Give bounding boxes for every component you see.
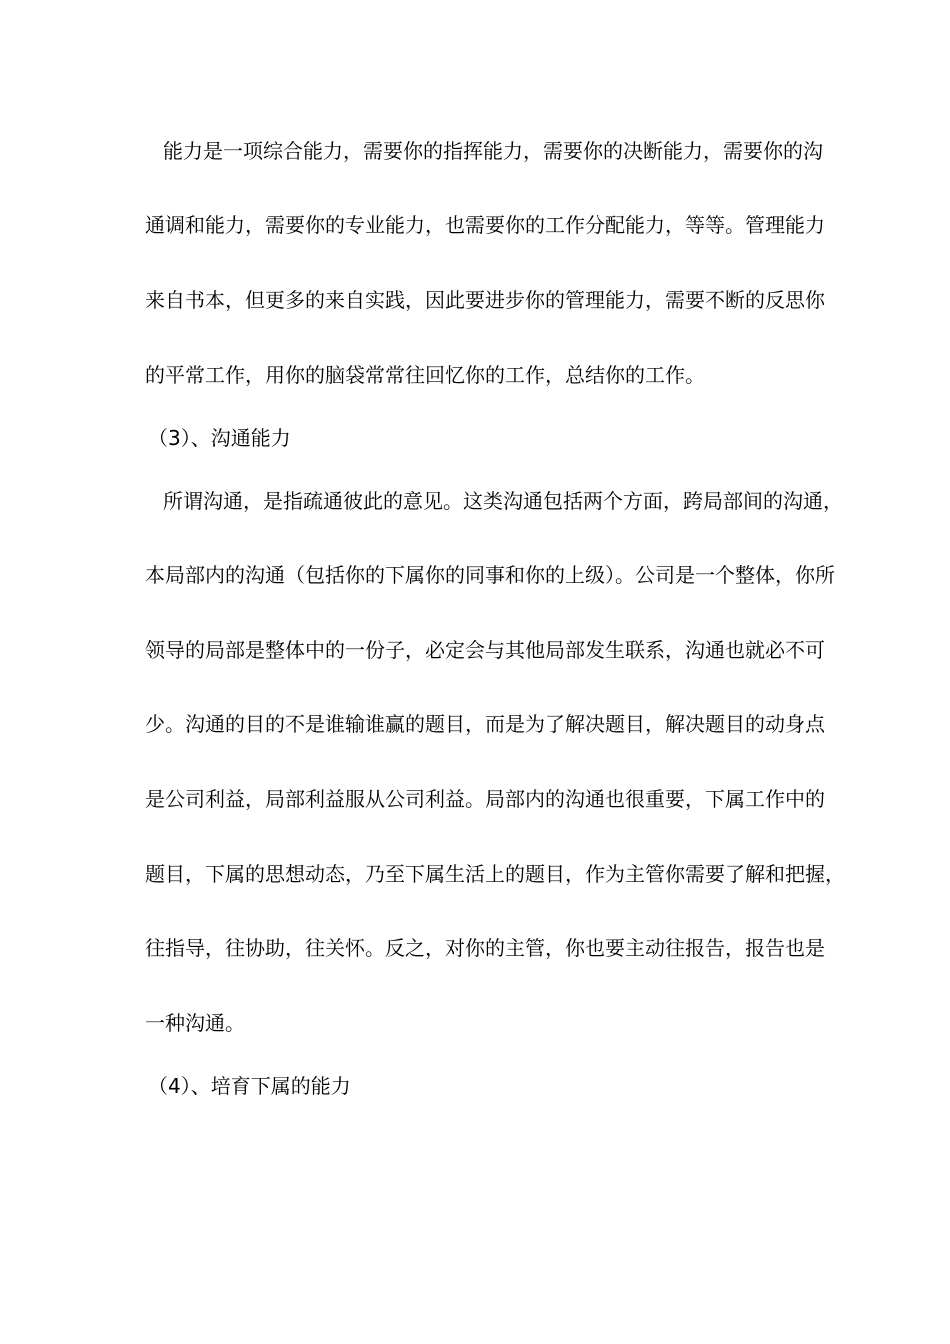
paragraph-2-line-4: 少。沟通的目的不是谁输谁赢的题目，而是为了解决题目，解决题目的动身点: [145, 712, 825, 736]
paragraph-2-line-7: 往指导，往协助，往关怀。反之，对你的主管，你也要主动往报告，报告也是: [145, 936, 825, 960]
paragraph-1-line-1: 能力是一项综合能力，需要你的指挥能力，需要你的决断能力，需要你的沟: [163, 139, 823, 163]
paragraph-2-line-2: 本局部内的沟通（包括你的下属你的同事和你的上级）。公司是一个整体，你所: [145, 563, 835, 587]
paragraph-1-line-3: 来自书本，但更多的来自实践，因此要进步你的管理能力，需要不断的反思你: [145, 288, 825, 312]
paragraph-2-line-3: 领导的局部是整体中的一份子，必定会与其他局部发生联系，沟通也就必不可: [145, 638, 825, 662]
paragraph-2-line-1: 所谓沟通，是指疏通彼此的意见。这类沟通包括两个方面，跨局部间的沟通，: [163, 489, 843, 513]
paragraph-2-line-8: 一种沟通。: [145, 1011, 245, 1035]
section-heading-communication: （3）、沟通能力: [148, 426, 291, 450]
paragraph-1-line-4: 的平常工作，用你的脑袋常常往回忆你的工作，总结你的工作。: [145, 363, 705, 387]
paragraph-2-line-6: 题目，下属的思想动态，乃至下属生活上的题目，作为主管你需要了解和把握，: [145, 862, 845, 886]
paragraph-2-line-5: 是公司利益，局部利益服从公司利益。局部内的沟通也很重要，下属工作中的: [145, 787, 825, 811]
paragraph-1-line-2: 通调和能力，需要你的专业能力，也需要你的工作分配能力，等等。管理能力: [145, 213, 825, 237]
section-heading-staff-development: （4）、培育下属的能力: [148, 1074, 351, 1098]
